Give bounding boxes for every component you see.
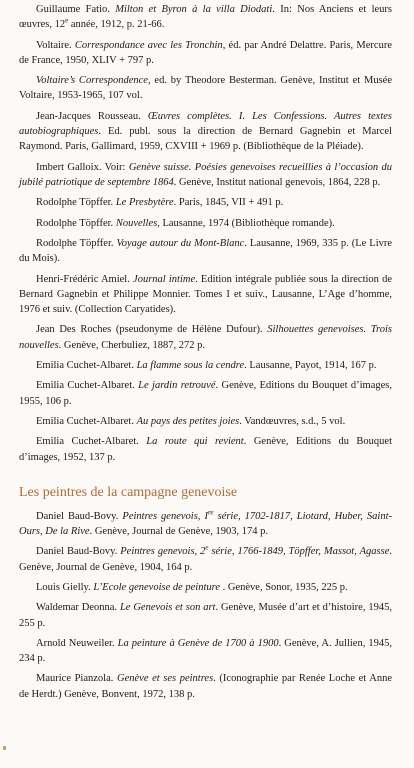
entry-text: . Genève, Musée d’art et d’histoire, 1945, 255 p. — [19, 602, 392, 629]
bibliography-entry — [19, 322, 392, 352]
entry-text: Emilia Cuchet-Albaret. — [36, 380, 139, 392]
entry-text: . Edition intégrale publiée sous la direction de Bernard Gagnebin et Philippe Monnier. Tomes I et suiv., Lausanne, L’Age d’homme, 1976 et suiv. (Collection Caryatides). — [19, 273, 392, 315]
entry-text: Jean Des Roches (pseudonyme de Hélène Dufour). — [36, 324, 268, 336]
entry-text: Guillaume Fatio. — [36, 4, 116, 15]
entry-text: Voyage autour du Mont-Blanc — [116, 237, 245, 249]
entry-text: . Genève, Journal de Genève, 1903, 174 p. — [89, 525, 269, 537]
entry-text: série, 1702-1817, Liotard, Huber, Saint-Ours, De la Rive — [19, 510, 392, 537]
entry-text: . Paris, 1845, VII + 491 p. — [173, 197, 284, 209]
bibliography-entry — [19, 216, 392, 231]
bibliography-entry — [19, 671, 392, 701]
bibliography-entry — [19, 358, 392, 373]
entry-text: Au pays des petites joies — [136, 415, 240, 427]
entry-text: e — [205, 543, 209, 552]
entry-text: Le jardin retrouvé — [138, 380, 216, 392]
entry-text: Imbert Galloix. Voir: — [36, 161, 129, 173]
bibliography-entry — [19, 2, 392, 32]
entry-text: , Lausanne, 1974 (Bibliothèque romande). — [157, 217, 335, 229]
section-heading: Les peintres de la campagne genevoise — [19, 484, 238, 500]
entry-text: . Genève, Sonor, 1935, 225 p. — [220, 581, 348, 593]
entry-text: Journal intime — [133, 273, 196, 285]
entry-text: Genève et ses peintres — [117, 673, 214, 685]
entry-text: La flamme sous la cendre — [136, 359, 245, 371]
entry-text: Daniel Baud-Bovy. — [36, 510, 123, 522]
entry-text: . Genève, Institut national genevois, 1864, 228 p. — [173, 176, 381, 188]
bibliography-entry — [19, 195, 392, 210]
entry-text: Milton et Byron à la villa Diodati — [115, 4, 273, 15]
entry-text: Œuvres complètes. I. Les Confessions. Autres textes autobiographiques — [19, 110, 393, 137]
entry-text: Waldemar Deonna. — [36, 602, 120, 614]
bibliography-entry — [19, 272, 392, 318]
bibliography-entry — [19, 414, 392, 429]
entry-text: . (Iconographie par Renée Loche et Anne de Herdt.) Genève, Bonvent, 1972, 138 p. — [19, 673, 392, 700]
entry-text: , éd. par André Delattre. Paris, Mercure de France, 1950, XLIV + 797 p. — [19, 39, 392, 66]
entry-text: . Vandœuvres, s.d., 5 vol. — [239, 415, 346, 427]
bibliography-entry — [19, 434, 392, 464]
entry-text: . Genève, Journal de Genève, 1904, 164 p. — [19, 546, 392, 573]
entry-text: série, 1766-1849, Töpffer, Massot, Agasse — [208, 546, 390, 558]
bibliography-entry — [19, 600, 392, 630]
entry-text: . Genève, Editions du Bouquet d’images, 1952, 137 p. — [19, 436, 392, 463]
entry-text: Silhouettes genevoises. Trois nouvelles — [19, 324, 392, 351]
entry-text: Nouvelles — [115, 217, 158, 229]
entry-text: Le Genevois et son art — [119, 602, 216, 614]
entry-text: . In: Nos Anciens et leurs œuvres, 12 — [19, 4, 392, 31]
entry-text: . Genève, A. Jullien, 1945, 234 p. — [19, 637, 392, 665]
entry-text: re — [207, 508, 214, 517]
entry-text: . Lausanne, Payot, 1914, 167 p. — [244, 359, 377, 371]
bibliography-entry — [19, 580, 392, 595]
bibliography-entry — [19, 73, 392, 103]
entry-text: Emilia Cuchet-Albaret. — [36, 415, 137, 427]
entry-text: La peinture à Genève de 1700 à 1900 — [117, 637, 279, 649]
entry-text: . Ed. publ. sous la direction de Bernard Gagnebin et Marcel Raymond. Paris, Gallimard, 1959, CXVIII + 1969 p. (Bibliothèque de la Pléiade). — [19, 125, 392, 153]
bibliography-entry — [19, 38, 392, 68]
entry-text: Emilia Cuchet-Albaret. — [36, 436, 147, 448]
entry-text: Arnold Neuweiler. — [36, 637, 118, 649]
bibliography-entry — [19, 236, 392, 266]
entry-text: Louis Gielly. — [36, 581, 94, 593]
entry-text: L’Ecole genevoise de peinture — [93, 581, 220, 593]
entry-text: Peintres genevois, I — [122, 510, 208, 522]
entry-text: Genève suisse. Poésies genevoises recueillies à l’occasion du jubilé patriotique de septembre 1864 — [19, 161, 392, 188]
entry-text: Rodolphe Töpffer. — [36, 237, 117, 249]
entry-text: Le Presbytère — [115, 197, 174, 209]
entry-text: , ed. by Theodore Besterman. Genève, Institut et Musée Voltaire, 1953-1965, 107 vol. — [19, 75, 392, 102]
bibliography-list-painters — [19, 509, 392, 702]
entry-text: . Genève, Editions du Bouquet d’images, 1955, 106 p. — [19, 380, 393, 407]
entry-text: La route qui revient — [146, 436, 244, 448]
entry-text: Voltaire. — [36, 39, 75, 51]
entry-text: . Lausanne, 1969, 335 p. (Le Livre du Mois). — [19, 237, 393, 265]
bibliography-list — [19, 2, 392, 465]
entry-text: année, 1912, p. 21-66. — [68, 19, 165, 31]
entry-text: Daniel Baud-Bovy. — [36, 546, 121, 558]
entry-text: e — [65, 16, 69, 25]
bibliography-entry — [19, 378, 392, 408]
entry-text: Jean-Jacques Rousseau. — [36, 110, 148, 122]
entry-text: . Genève, Cherbuliez, 1887, 272 p. — [58, 339, 206, 351]
bibliography-entry — [19, 636, 392, 666]
entry-text: Maurice Pianzola. — [36, 673, 117, 685]
entry-text: Correspondance avec les Tronchin — [74, 39, 223, 51]
entry-text: Rodolphe Töpffer. — [36, 197, 116, 209]
margin-mark — [3, 746, 6, 750]
bibliography-entry — [19, 544, 392, 574]
bibliography-entry — [19, 109, 392, 155]
bibliography-entry — [19, 160, 392, 190]
entry-text: Emilia Cuchet-Albaret. — [36, 359, 137, 371]
bibliography-entry — [19, 509, 392, 539]
entry-text: Peintres genevois, 2 — [120, 546, 206, 558]
entry-text: Henri-Frédéric Amiel. — [36, 273, 134, 285]
entry-text: Rodolphe Töpffer. — [36, 217, 116, 229]
entry-text: Voltaire’s Correspondence — [36, 75, 148, 87]
